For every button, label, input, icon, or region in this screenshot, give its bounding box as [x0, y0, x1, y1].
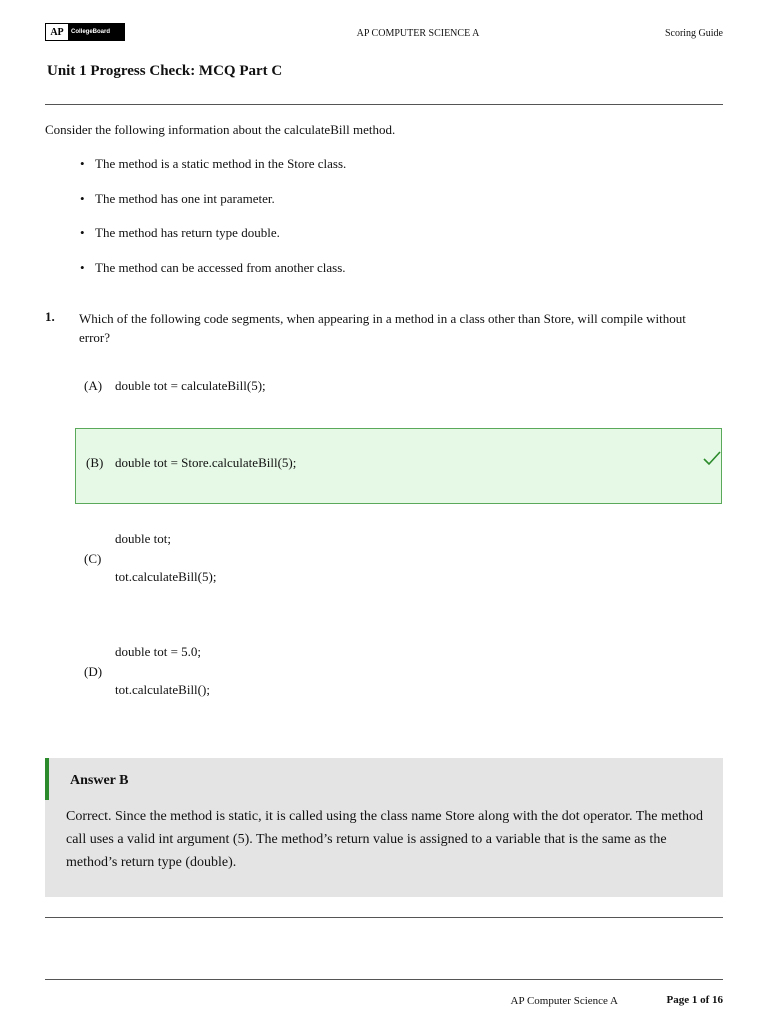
option-d-letter: (D) — [84, 664, 103, 679]
header-scoring-guide: Scoring Guide — [664, 28, 723, 39]
footer-page-number: Page 1 of 16 — [666, 994, 723, 1006]
bullet-item — [80, 260, 346, 295]
option-c-code-line2: tot.calculateBill(5); — [115, 569, 217, 584]
header-course-title: AP COMPUTER SCIENCE A — [356, 28, 480, 39]
option-d-code-line1: double tot = 5.0; — [115, 644, 202, 659]
option-a-code: double tot = calculateBill(5); — [115, 378, 266, 393]
answer-explanation: Correct. Since the method is static, it is called using the class name Store along with the dot operator. The method call uses a valid int argument (5). The method’s return value is assigned to a variable that is the same as the method’s return type (double). — [66, 809, 703, 870]
footer-divider — [45, 979, 723, 980]
bullet-text: The method is a static method in the Store class. — [95, 156, 347, 171]
bullet-dot-icon: • — [80, 156, 85, 171]
bullet-dot-icon: • — [80, 225, 85, 240]
question-text: Which of the following code segments, when appearing in a method in a class other than Store, will compile without error? — [79, 311, 686, 345]
title-divider — [45, 104, 723, 105]
bullet-text: The method has one int parameter. — [95, 190, 275, 206]
option-b-letter: (B) — [86, 455, 104, 470]
footer-course-name: AP Computer Science A — [510, 995, 618, 1007]
answer-title: Answer B — [70, 773, 129, 788]
option-c-letter: (C) — [84, 551, 102, 566]
intro-text: Consider the following information about the calculateBill method. — [45, 122, 396, 137]
logo-ap-text: AP — [46, 24, 68, 40]
question-number: 1. — [45, 309, 55, 324]
bullet-dot-icon: • — [80, 259, 85, 275]
bullet-text: The method has return type double. — [95, 225, 280, 240]
bullet-item — [80, 191, 346, 226]
info-bullet-list — [80, 156, 346, 294]
option-c-code-line1: double tot; — [115, 531, 171, 546]
correct-check-icon — [702, 448, 722, 468]
bullet-dot-icon: • — [80, 190, 85, 206]
page-title: Unit 1 Progress Check: MCQ Part C — [47, 63, 283, 79]
logo-collegeboard-text: CollegeBoard — [68, 24, 124, 40]
option-a-letter: (A) — [84, 378, 103, 393]
answer-accent-bar — [45, 758, 49, 800]
option-d-code-line2: tot.calculateBill(); — [115, 682, 210, 697]
content-end-divider — [45, 917, 723, 918]
bullet-text: The method can be accessed from another class. — [95, 259, 346, 275]
bullet-item — [80, 225, 346, 260]
bullet-item — [80, 156, 346, 191]
option-b-code: double tot = Store.calculateBill(5); — [115, 455, 297, 470]
